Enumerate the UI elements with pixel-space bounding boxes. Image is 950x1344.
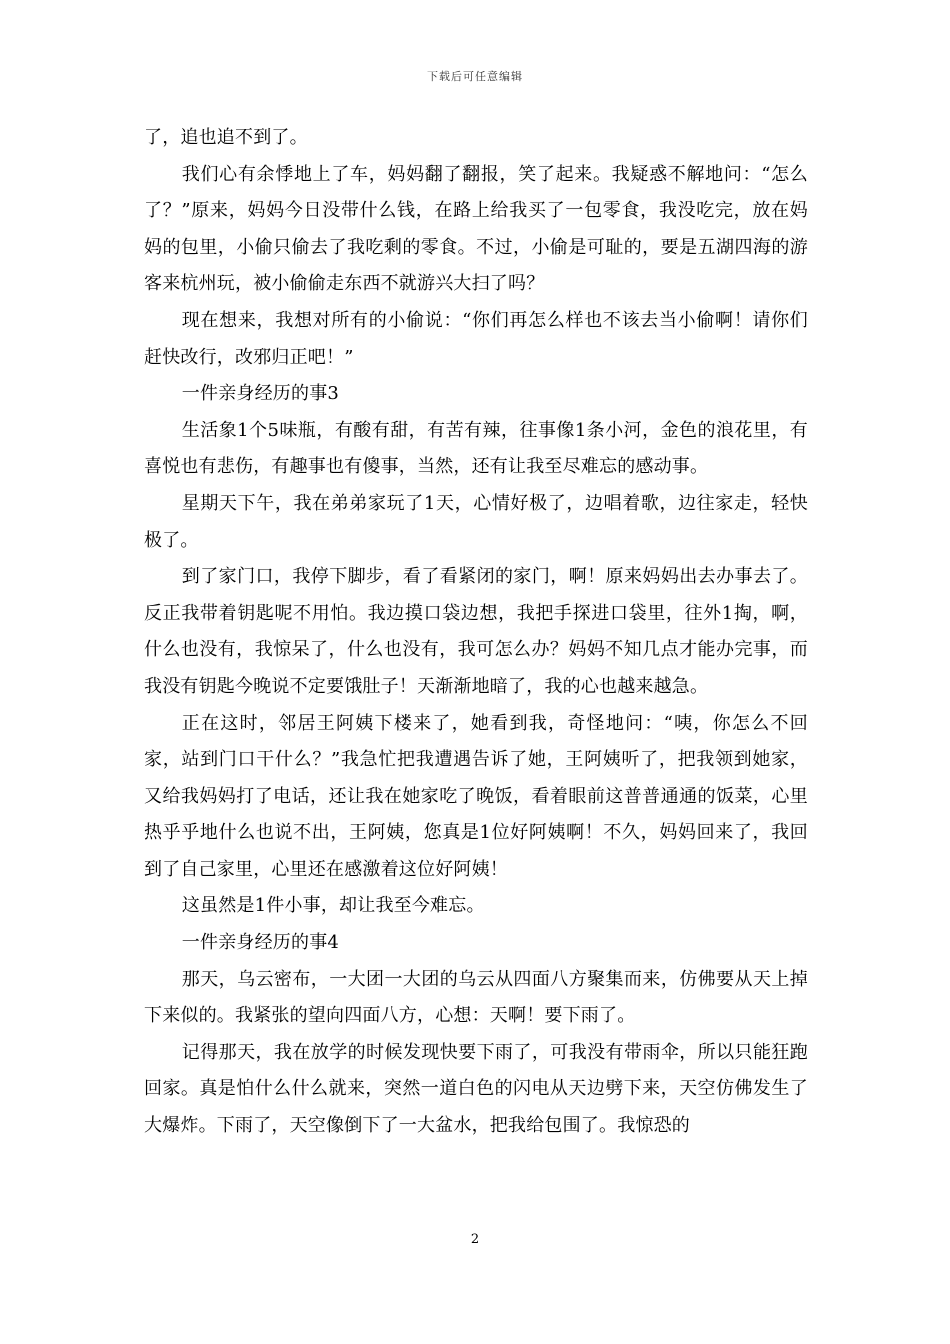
paragraph: 到了家门口，我停下脚步，看了看紧闭的家门，啊！原来妈妈出去办事去了。反正我带着钥匙呢不用怕。我边摸口袋边想，我把手探进口袋里，往外1掏，啊，什么也没有，我惊呆了，什么也没有，我可怎么办？妈妈不知几点才能办完事，而我没有钥匙今晚说不定要饿肚子！天渐渐地暗了，我的心也越来越急。 [144,566,808,697]
section-title: 一件亲身经历的事4 [181,932,340,954]
paragraph: 正在这时，邻居王阿姨下楼来了，她看到我，奇怪地问：“咦，你怎么不回家，站到门口干什么？”我急忙把我遭遇告诉了她，王阿姨听了，把我领到她家，又给我妈妈打了电话，还让我在她家吃了晚饭，看着眼前这普普通通的饭菜，心里热乎乎地什么也说不出，王阿姨，您真是1位好阿姨啊！不久，妈妈回来了，我回到了自己家里，心里还在感激着这位好阿姨！ [144,712,808,880]
paragraph: 星期天下午，我在弟弟家玩了1天，心情好极了，边唱着歌，边往家走，轻快极了。 [144,492,808,551]
page-header: 下载后可任意编辑 [427,70,523,83]
paragraph: 那天，乌云密布，一大团一大团的乌云从四面八方聚集而来，仿佛要从天上掉下来似的。我紧张的望向四面八方，心想：天啊！要下雨了。 [144,968,808,1027]
paragraph: 这虽然是1件小事，却让我至今难忘。 [181,895,485,917]
paragraph: 我们心有余悸地上了车，妈妈翻了翻报，笑了起来。我疑惑不解地问：“怎么了？”原来，妈妈今日没带什么钱，在路上给我买了一包零食，我没吃完，放在妈妈的包里，小偷只偷去了我吃剩的零食。不过，小偷是可耻的，要是五湖四海的游客来杭州玩，被小偷偷走东西不就游兴大扫了吗？ [144,163,808,295]
page-number: 2 [470,1232,480,1247]
section-title: 一件亲身经历的事3 [181,383,340,405]
paragraph: 现在想来，我想对所有的小偷说：“你们再怎么样也不该去当小偷啊！请你们赶快改行，改邪归正吧！” [144,309,808,368]
paragraph: 生活象1个5味瓶，有酸有甜，有苦有辣，往事像1条小河，金色的浪花里，有喜悦也有悲伤，有趣事也有傻事，当然，还有让我至尽难忘的感动事。 [144,419,808,478]
paragraph: 记得那天，我在放学的时候发现快要下雨了，可我没有带雨伞，所以只能狂跑回家。真是怕什么什么就来，突然一道白色的闪电从天边劈下来，天空仿佛发生了大爆炸。下雨了，天空像倒下了一大盆水，把我给包围了。我惊恐的 [144,1041,808,1137]
document-body [144,120,808,1145]
paragraph: 了，追也追不到了。 [144,127,308,148]
